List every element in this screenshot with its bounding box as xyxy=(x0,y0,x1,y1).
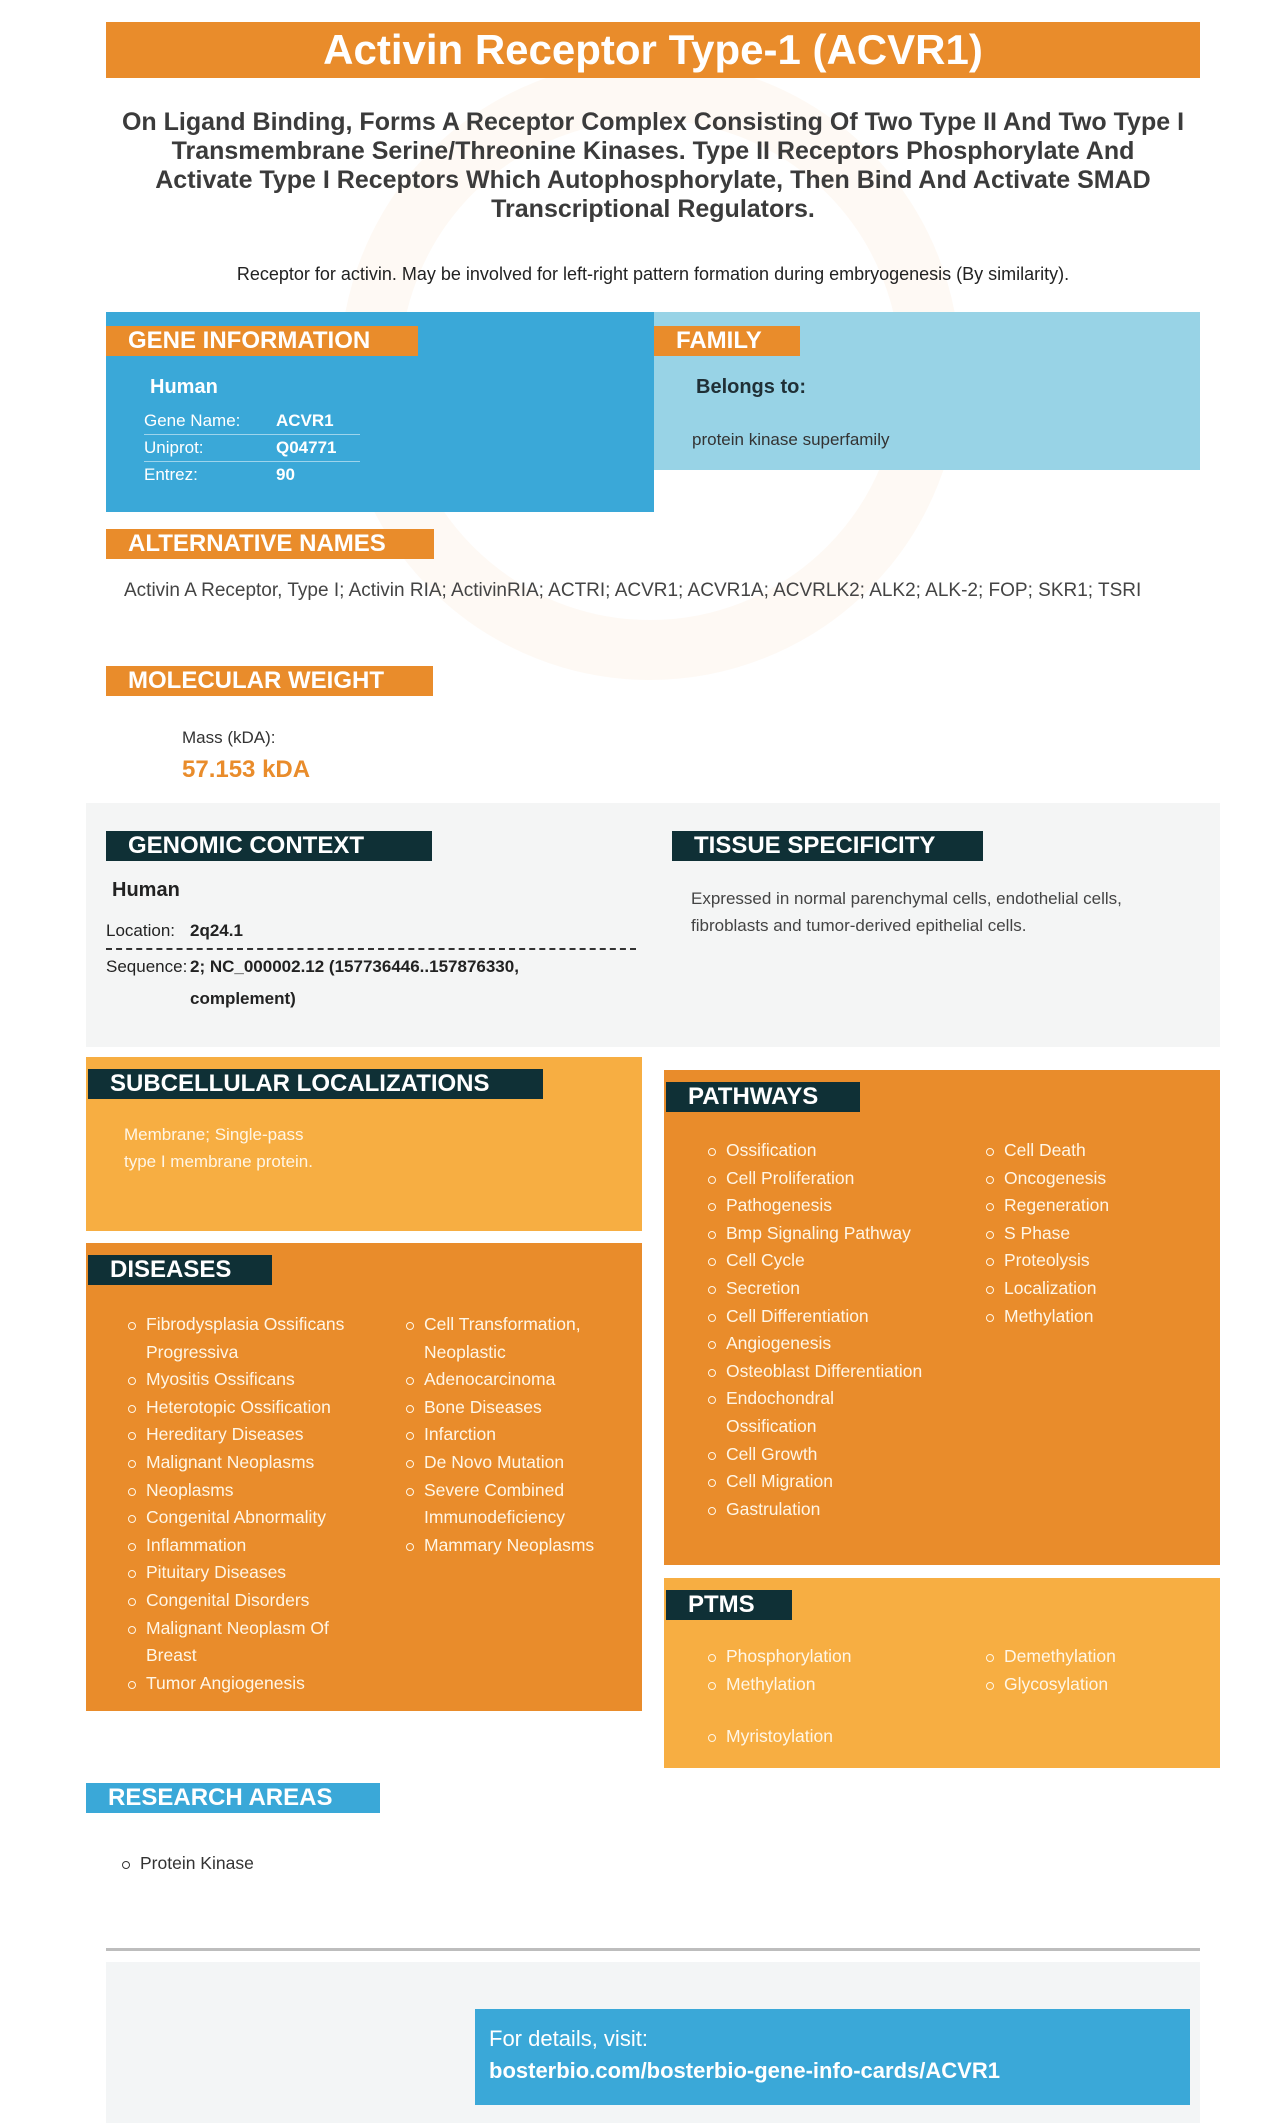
list-item: Regeneration xyxy=(984,1192,1204,1220)
mass-label: Mass (kDA): xyxy=(182,728,276,747)
details-label: For details, visit: xyxy=(489,2026,648,2051)
list-item: Malignant Neoplasm Of Breast xyxy=(126,1615,354,1670)
gene-name-value: ACVR1 xyxy=(276,408,360,435)
ptms-panel xyxy=(664,1578,1220,1768)
entrez-value: 90 xyxy=(276,465,295,484)
pathways-list-1 xyxy=(706,1137,926,1523)
details-url[interactable]: bosterbio.com/bosterbio-gene-info-cards/ACVR1 xyxy=(489,2058,1000,2083)
list-item: Adenocarcinoma xyxy=(404,1366,634,1394)
subcellular-line-1: Membrane; Single-pass xyxy=(124,1125,304,1144)
table-row xyxy=(144,435,360,462)
family-panel xyxy=(654,312,1200,470)
list-item: Neoplasms xyxy=(126,1477,354,1505)
list-item: Infarction xyxy=(404,1421,634,1449)
location-label: Location: xyxy=(106,921,175,940)
list-item: Localization xyxy=(984,1275,1204,1303)
molecular-weight-heading: MOLECULAR WEIGHT xyxy=(106,666,433,696)
list-item: Methylation xyxy=(984,1303,1204,1331)
divider xyxy=(106,948,636,950)
subcellular-localizations-panel xyxy=(86,1057,642,1231)
list-item: De Novo Mutation xyxy=(404,1449,634,1477)
list-item: Bmp Signaling Pathway xyxy=(706,1220,926,1248)
genomic-context-panel xyxy=(86,803,1220,1047)
table-row xyxy=(144,408,360,435)
list-item: Gastrulation xyxy=(706,1496,926,1524)
list-item: Severe Combined Immunodeficiency xyxy=(404,1477,634,1532)
list-item: Inflammation xyxy=(126,1532,354,1560)
pathways-heading: PATHWAYS xyxy=(666,1082,860,1112)
diseases-panel xyxy=(86,1243,642,1711)
uniprot-label: Uniprot: xyxy=(144,435,276,462)
list-item: Angiogenesis xyxy=(706,1330,926,1358)
list-item: Pituitary Diseases xyxy=(126,1559,354,1587)
list-item: Malignant Neoplasms xyxy=(126,1449,354,1477)
list-item: Methylation xyxy=(706,1671,926,1699)
list-item: Oncogenesis xyxy=(984,1165,1204,1193)
ptms-list-1 xyxy=(706,1643,926,1698)
list-item: Glycosylation xyxy=(984,1671,1204,1699)
function-description: Receptor for activin. May be involved for left-right pattern formation during embryogenesis (By similarity). xyxy=(236,264,1070,284)
list-item: S Phase xyxy=(984,1220,1204,1248)
list-item: Mammary Neoplasms xyxy=(404,1532,634,1560)
list-item: Cell Migration xyxy=(706,1468,926,1496)
pathways-panel xyxy=(664,1070,1220,1565)
list-item: Osteoblast Differentiation xyxy=(706,1358,926,1386)
alternative-names-text: Activin A Receptor, Type I; Activin RIA; ActivinRIA; ACTRI; ACVR1; ACVR1A; ACVRLK2; ALK2; ALK-2; FOP; SKR1; TSRI xyxy=(124,580,1142,601)
subcellular-localizations-heading: SUBCELLULAR LOCALIZATIONS xyxy=(88,1069,543,1099)
list-item: Congenital Disorders xyxy=(126,1587,354,1615)
entrez-label: Entrez: xyxy=(144,465,198,484)
list-item: Myositis Ossificans xyxy=(126,1366,354,1394)
list-item: Fibrodysplasia Ossificans Progressiva xyxy=(126,1311,354,1366)
family-value: protein kinase superfamily xyxy=(692,430,890,449)
list-item: Hereditary Diseases xyxy=(126,1421,354,1449)
mass-value: 57.153 kDA xyxy=(182,756,311,783)
tissue-specificity-heading: TISSUE SPECIFICITY xyxy=(672,831,983,861)
list-item: Cell Growth xyxy=(706,1441,926,1469)
list-item: Congenital Abnormality xyxy=(126,1504,354,1532)
research-areas-list xyxy=(120,1850,254,1878)
tissue-specificity-text: Expressed in normal parenchymal cells, endothelial cells, fibroblasts and tumor-derived epithelial cells. xyxy=(691,889,1122,935)
research-areas-heading: RESEARCH AREAS xyxy=(86,1783,380,1813)
family-label: Belongs to: xyxy=(696,376,806,398)
sequence-label: Sequence: xyxy=(106,957,188,976)
list-item: Cell Differentiation xyxy=(706,1303,926,1331)
gene-information-heading: GENE INFORMATION xyxy=(106,326,418,356)
gene-name-label: Gene Name: xyxy=(144,408,276,435)
family-heading: FAMILY xyxy=(654,326,800,356)
list-item: Protein Kinase xyxy=(120,1850,254,1878)
details-link-box[interactable] xyxy=(475,2009,1190,2105)
protein-summary: On Ligand Binding, Forms A Receptor Complex Consisting Of Two Type II And Two Type I Transmembrane Serine/Threonine Kinases. Type II Receptors Phosphorylate And Activate Type I Receptors Which Autophosphorylate, Then Bind And Activate SMAD Transcriptional Regulators. xyxy=(121,108,1185,223)
list-item: Cell Proliferation xyxy=(706,1165,926,1193)
list-item: Phosphorylation xyxy=(706,1643,926,1671)
footer-divider xyxy=(106,1948,1200,1951)
table-row xyxy=(144,462,360,489)
pathways-list-2 xyxy=(984,1137,1204,1330)
diseases-list-1 xyxy=(126,1311,354,1697)
list-item: Proteolysis xyxy=(984,1247,1204,1275)
diseases-heading: DISEASES xyxy=(88,1255,272,1285)
list-item: Pathogenesis xyxy=(706,1192,926,1220)
ptms-list-2 xyxy=(984,1643,1204,1698)
page-title: Activin Receptor Type-1 (ACVR1) xyxy=(106,22,1200,78)
gene-species: Human xyxy=(150,376,218,398)
list-item: Demethylation xyxy=(984,1643,1204,1671)
gene-information-panel xyxy=(106,312,654,512)
list-item: Ossification xyxy=(706,1137,926,1165)
list-item: Cell Transformation, Neoplastic xyxy=(404,1311,634,1366)
genomic-species: Human xyxy=(112,879,180,901)
sequence-value: 2; NC_000002.12 (157736446..157876330, xyxy=(190,957,519,976)
diseases-list-2 xyxy=(404,1311,634,1559)
location-value: 2q24.1 xyxy=(190,921,243,940)
gene-info-table xyxy=(144,408,360,488)
list-item: Cell Cycle xyxy=(706,1247,926,1275)
list-item: Cell Death xyxy=(984,1137,1204,1165)
ptms-list-3 xyxy=(706,1723,926,1751)
list-item: Myristoylation xyxy=(706,1723,926,1751)
list-item: Tumor Angiogenesis xyxy=(126,1670,354,1698)
list-item: Endochondral Ossification xyxy=(706,1385,926,1440)
list-item: Secretion xyxy=(706,1275,926,1303)
ptms-heading: PTMS xyxy=(666,1590,792,1620)
list-item: Heterotopic Ossification xyxy=(126,1394,354,1422)
genomic-context-heading: GENOMIC CONTEXT xyxy=(106,831,432,861)
sequence-value-continued: complement) xyxy=(190,989,296,1008)
uniprot-value: Q04771 xyxy=(276,435,360,462)
list-item: Bone Diseases xyxy=(404,1394,634,1422)
alternative-names-heading: ALTERNATIVE NAMES xyxy=(106,529,434,559)
subcellular-line-2: type I membrane protein. xyxy=(124,1152,313,1171)
